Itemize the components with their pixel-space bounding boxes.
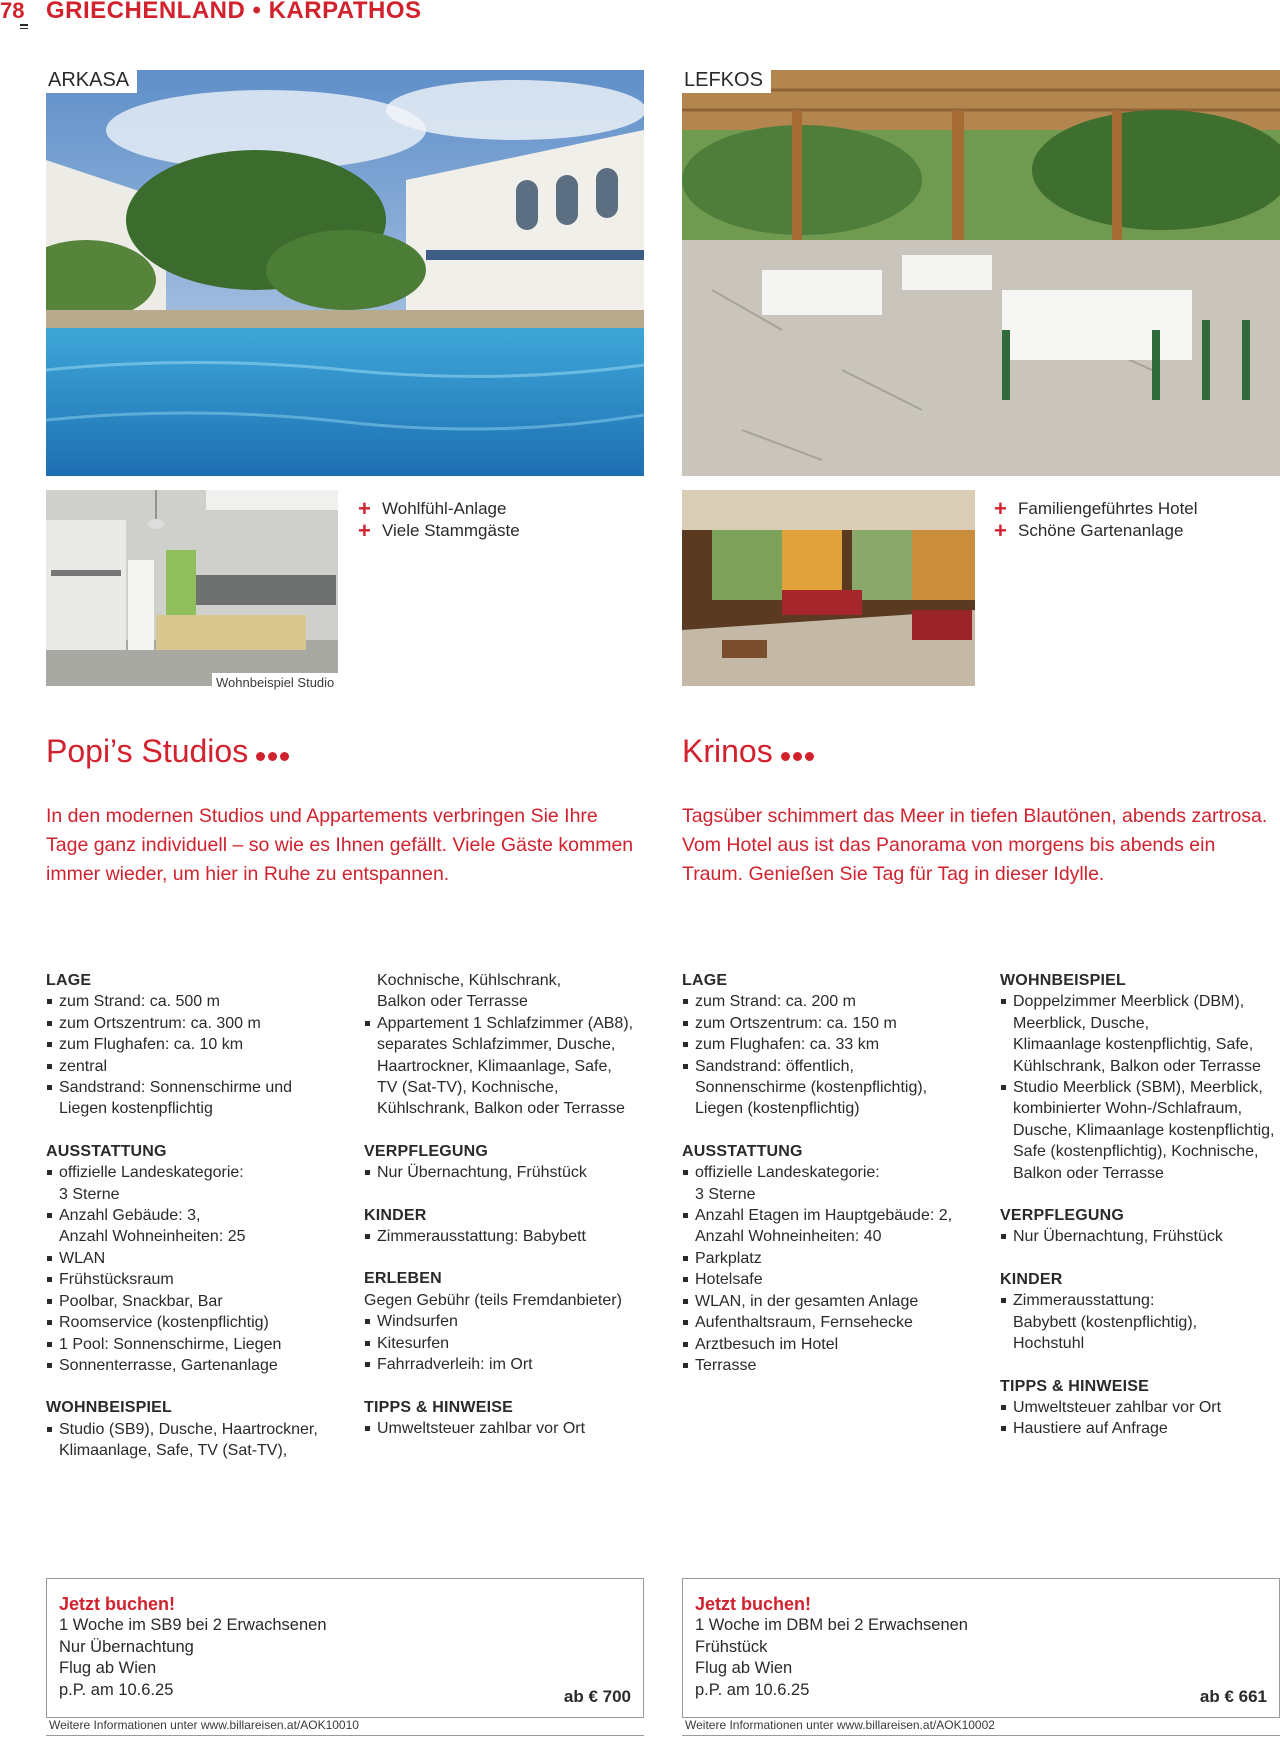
- list-item: zum Ortszentrum: ca. 300 m: [46, 1013, 346, 1034]
- rating-dots-icon: [781, 734, 817, 774]
- list-item: WLAN: [46, 1248, 346, 1269]
- list-item: Anzahl Gebäude: 3,: [46, 1205, 346, 1226]
- location-label-lefkos: LEFKOS: [682, 66, 771, 93]
- list-item: Aufenthaltsraum, Fernsehecke: [682, 1312, 982, 1333]
- section-heading: AUSSTATTUNG: [46, 1142, 167, 1160]
- list-item: Fahrradverleih: im Ort: [364, 1354, 664, 1375]
- list-item: Kochnische, Kühlschrank,: [377, 972, 562, 989]
- more-info-popis: [49, 1717, 359, 1733]
- pool-photo-illustration: [46, 70, 644, 476]
- studio-photo-illustration: [46, 490, 338, 686]
- intro-krinos: Tagsüber schimmert das Meer in tiefen Blautönen, abends zartrosa. Vom Hotel aus ist das Panorama von morgens bis abends ein Traum. Genießen Sie Tag für Tag in dieser Idylle.: [682, 805, 1268, 885]
- list-item: Meerblick, Dusche,: [1013, 1014, 1150, 1032]
- section-wohnbeispiel-cont: [364, 970, 664, 1120]
- list-item: Doppelzimmer Meerblick (DBM),: [1000, 991, 1280, 1012]
- feature-item: [358, 498, 520, 520]
- list-item: Poolbar, Snackbar, Bar: [46, 1291, 346, 1312]
- section-wohnbeispiel: [1000, 970, 1280, 1184]
- list-item: zum Flughafen: ca. 33 km: [682, 1034, 982, 1055]
- list-item: offizielle Landeskategorie:: [682, 1162, 982, 1183]
- booking-line: p.P. am 10.6.25: [695, 1680, 810, 1699]
- section-heading: KINDER: [1000, 1270, 1063, 1288]
- info-column-left-1: [46, 970, 346, 1483]
- page-number-mark-2: [20, 28, 28, 29]
- list-item: Haustiere auf Anfrage: [1000, 1418, 1280, 1439]
- section-ausstattung: [682, 1141, 982, 1376]
- section-ausstattung: [46, 1141, 346, 1376]
- list-item: Nur Übernachtung, Frühstück: [364, 1162, 664, 1183]
- list-item: Studio Meerblick (SBM), Meerblick,: [1000, 1077, 1280, 1098]
- list-item: Parkplatz: [682, 1248, 982, 1269]
- hotel-title-popis: [46, 731, 292, 774]
- feature-label: Schöne Gartenanlage: [1018, 521, 1184, 540]
- list-item: Arztbesuch im Hotel: [682, 1334, 982, 1355]
- lounge-photo: [682, 490, 975, 686]
- section-heading: ERLEBEN: [364, 1270, 442, 1288]
- photo-caption-studio: Wohnbeispiel Studio: [212, 673, 338, 693]
- booking-line: 1 Woche im SB9 bei 2 Erwachsenen: [59, 1616, 327, 1634]
- list-item: Sonnenschirme (kostenpflichtig),: [695, 1079, 928, 1097]
- list-item: Haartrockner, Klimaanlage, Safe,: [377, 1057, 612, 1075]
- list-item: Nur Übernachtung, Frühstück: [1000, 1226, 1280, 1247]
- list-item: Hochstuhl: [1013, 1335, 1085, 1353]
- location-label-arkasa: ARKASA: [46, 66, 137, 93]
- section-tipps: [364, 1397, 664, 1440]
- hotel-name: Popi’s Studios: [46, 733, 249, 769]
- lounge-photo-illustration: [682, 490, 975, 686]
- list-item: Zimmerausstattung:: [1000, 1290, 1280, 1311]
- section-heading: AUSSTATTUNG: [682, 1142, 803, 1160]
- list-item: Zimmerausstattung: Babybett: [364, 1226, 664, 1247]
- list-item: 3 Sterne: [59, 1185, 120, 1203]
- terrace-photo-illustration: [682, 70, 1280, 476]
- section-verpflegung: [1000, 1205, 1280, 1248]
- booking-box-krinos[interactable]: [682, 1578, 1280, 1718]
- section-heading: VERPFLEGUNG: [364, 1142, 488, 1160]
- list-item: Liegen (kostenpflichtig): [695, 1100, 860, 1118]
- list-item: zum Strand: ca. 200 m: [682, 991, 982, 1012]
- list-item: Anzahl Etagen im Hauptgebäude: 2,: [682, 1205, 982, 1226]
- section-heading: TIPPS & HINWEISE: [1000, 1377, 1149, 1395]
- book-now-label[interactable]: Jetzt buchen!: [59, 1594, 176, 1614]
- lefkos-terrace-photo: [682, 70, 1280, 476]
- section-heading: LAGE: [46, 972, 92, 989]
- info-column-right-2: [1000, 970, 1280, 1461]
- info-column-left-2: [364, 970, 664, 1460]
- features-left: [358, 498, 520, 542]
- more-info-link[interactable]: AOK10010: [300, 1718, 359, 1732]
- booking-box-popis[interactable]: [46, 1578, 644, 1718]
- list-item: WLAN, in der gesamten Anlage: [682, 1291, 982, 1312]
- plus-icon: +: [994, 518, 1007, 543]
- list-item: zum Strand: ca. 500 m: [46, 991, 346, 1012]
- list-item: offizielle Landeskategorie:: [46, 1162, 346, 1183]
- list-item: Sonnenterrasse, Gartenanlage: [46, 1355, 346, 1376]
- arkasa-pool-photo: [46, 70, 644, 476]
- section-heading: TIPPS & HINWEISE: [364, 1398, 513, 1416]
- section-erleben: [364, 1268, 664, 1375]
- plus-icon: +: [358, 496, 371, 521]
- list-item: kombinierter Wohn-/Schlafraum,: [1013, 1100, 1243, 1118]
- list-item: 1 Pool: Sonnenschirme, Liegen: [46, 1334, 346, 1355]
- list-item: Kühlschrank, Balkon oder Terrasse: [377, 1100, 625, 1118]
- plus-icon: +: [994, 496, 1007, 521]
- list-item: 3 Sterne: [695, 1185, 756, 1203]
- booking-line: Flug ab Wien: [59, 1659, 157, 1677]
- section-heading: KINDER: [364, 1206, 427, 1224]
- list-item: separates Schlafzimmer, Dusche,: [377, 1036, 616, 1054]
- feature-label: Familiengeführtes Hotel: [1018, 499, 1198, 518]
- feature-item: [994, 498, 1198, 520]
- section-heading: WOHNBEISPIEL: [46, 1399, 172, 1417]
- list-item: Safe (kostenpflichtig), Kochnische,: [1013, 1143, 1259, 1161]
- list-item: Sandstrand: öffentlich,: [682, 1056, 982, 1077]
- list-item: Anzahl Wohneinheiten: 25: [59, 1228, 246, 1246]
- feature-label: Viele Stammgäste: [382, 521, 520, 540]
- more-info-link[interactable]: AOK10002: [936, 1718, 995, 1732]
- section-intro: Gegen Gebühr (teils Fremdanbieter): [364, 1291, 622, 1309]
- list-item: TV (Sat-TV), Kochnische,: [377, 1079, 559, 1097]
- section-tipps: [1000, 1376, 1280, 1440]
- list-item: Terrasse: [682, 1355, 982, 1376]
- features-right: [994, 498, 1198, 542]
- section-heading: WOHNBEISPIEL: [1000, 972, 1126, 989]
- book-now-label[interactable]: Jetzt buchen!: [695, 1594, 812, 1614]
- section-heading: LAGE: [682, 972, 728, 989]
- booking-line: Flug ab Wien: [695, 1659, 793, 1677]
- list-item: Balkon oder Terrasse: [1013, 1164, 1164, 1182]
- page-title: GRIECHENLAND • KARPATHOS: [46, 0, 422, 24]
- page-number-mark: [20, 24, 28, 26]
- list-item: Balkon oder Terrasse: [377, 993, 528, 1011]
- feature-item: [994, 520, 1198, 542]
- section-heading: VERPFLEGUNG: [1000, 1207, 1124, 1225]
- info-column-right-1: [682, 970, 982, 1397]
- studio-room-photo: [46, 490, 338, 686]
- list-item: Sandstrand: Sonnenschirme und: [46, 1077, 346, 1098]
- booking-line: Nur Übernachtung: [59, 1637, 194, 1656]
- list-item: Dusche, Klimaanlage kostenpflichtig,: [1013, 1121, 1275, 1139]
- list-item: Hotelsafe: [682, 1269, 982, 1290]
- list-item: Klimaanlage, Safe, TV (Sat-TV),: [59, 1442, 288, 1460]
- hotel-title-krinos: [682, 731, 817, 774]
- list-item: Frühstücksraum: [46, 1269, 346, 1290]
- list-item: Liegen kostenpflichtig: [59, 1100, 213, 1118]
- price: ab € 700: [563, 1686, 631, 1706]
- section-lage: [682, 970, 982, 1120]
- list-item: zentral: [46, 1056, 346, 1077]
- section-verpflegung: [364, 1141, 664, 1184]
- feature-label: Wohlfühl-Anlage: [382, 499, 507, 518]
- list-item: zum Ortszentrum: ca. 150 m: [682, 1013, 982, 1034]
- more-info-text: Weitere Informationen unter www.billareisen.at/: [49, 1718, 301, 1732]
- list-item: Klimaanlage kostenpflichtig, Safe,: [1013, 1036, 1254, 1054]
- section-kinder: [364, 1205, 664, 1248]
- feature-item: [358, 520, 520, 542]
- list-item: Anzahl Wohneinheiten: 40: [695, 1228, 882, 1246]
- bottom-rule-right: [682, 1735, 1280, 1736]
- hotel-name: Krinos: [682, 733, 773, 769]
- booking-line: Frühstück: [695, 1637, 768, 1656]
- more-info-text: Weitere Informationen unter www.billareisen.at/: [685, 1718, 937, 1732]
- more-info-krinos: [685, 1717, 995, 1733]
- page-number: 78: [0, 0, 25, 23]
- section-lage: [46, 970, 346, 1120]
- list-item: Kitesurfen: [364, 1333, 664, 1354]
- list-item: Umweltsteuer zahlbar vor Ort: [1000, 1397, 1280, 1418]
- list-item: Studio (SB9), Dusche, Haartrockner,: [46, 1419, 346, 1440]
- bottom-rule-left: [46, 1735, 644, 1736]
- booking-line: p.P. am 10.6.25: [59, 1680, 174, 1699]
- list-item: Kühlschrank, Balkon oder Terrasse: [1013, 1057, 1261, 1075]
- list-item: Babybett (kostenpflichtig),: [1013, 1313, 1198, 1331]
- price: ab € 661: [1199, 1686, 1267, 1706]
- intro-popis: In den modernen Studios und Appartements verbringen Sie Ihre Tage ganz individuell – so wie es Ihnen gefällt. Viele Gäste kommen immer wieder, um hier in Ruhe zu entspannen.: [46, 805, 634, 885]
- booking-line: 1 Woche im DBM bei 2 Erwachsenen: [695, 1616, 968, 1634]
- list-item: Umweltsteuer zahlbar vor Ort: [364, 1418, 664, 1439]
- list-item: Windsurfen: [364, 1311, 664, 1332]
- section-wohnbeispiel: [46, 1397, 346, 1461]
- list-item: zum Flughafen: ca. 10 km: [46, 1034, 346, 1055]
- list-item: Roomservice (kostenpflichtig): [46, 1312, 346, 1333]
- rating-dots-icon: [256, 734, 292, 774]
- plus-icon: +: [358, 518, 371, 543]
- list-item: Appartement 1 Schlafzimmer (AB8),: [364, 1013, 664, 1034]
- section-kinder: [1000, 1269, 1280, 1355]
